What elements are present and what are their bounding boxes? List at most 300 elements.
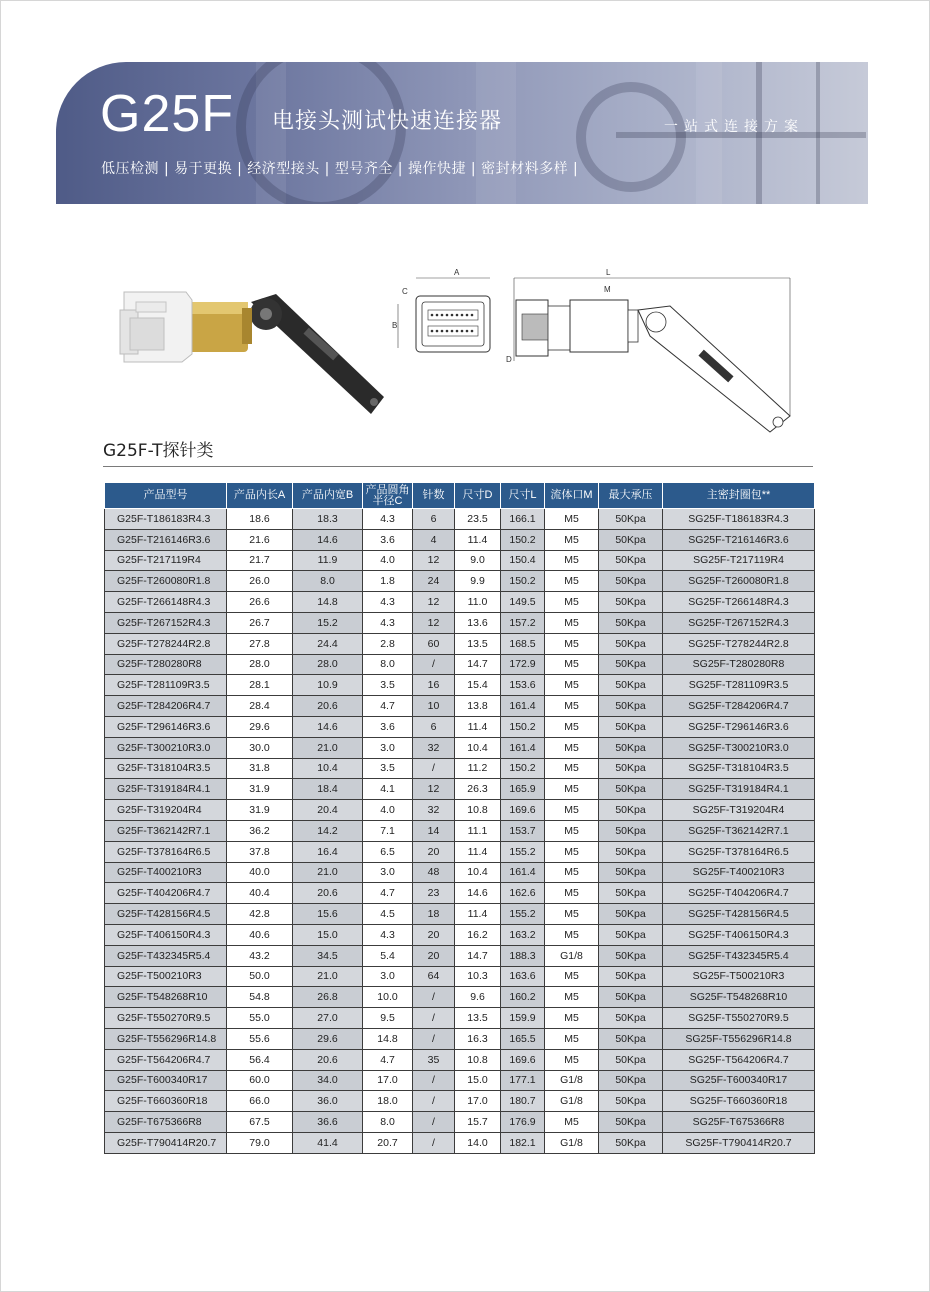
table-cell: 24.4 [293, 633, 363, 654]
column-header: 尺寸D [455, 483, 501, 509]
table-cell: 18.3 [293, 509, 363, 530]
table-cell: 50Kpa [599, 1028, 663, 1049]
table-cell: 40.6 [227, 924, 293, 945]
product-photo [116, 282, 386, 432]
table-cell: 32 [413, 800, 455, 821]
table-body [105, 509, 815, 1154]
table-cell: M5 [545, 966, 599, 987]
table-row [105, 509, 815, 530]
table-cell: M5 [545, 633, 599, 654]
table-row [105, 966, 815, 987]
table-cell: 4.0 [363, 800, 413, 821]
table-cell: 159.9 [501, 1008, 545, 1029]
table-cell: M5 [545, 1049, 599, 1070]
table-cell: G25F-T260080R1.8 [105, 571, 227, 592]
table-cell: 161.4 [501, 862, 545, 883]
table-cell: 14.0 [455, 1132, 501, 1153]
table-cell: 6 [413, 716, 455, 737]
table-cell: M5 [545, 841, 599, 862]
table-cell: 11.4 [455, 529, 501, 550]
table-cell: 169.6 [501, 1049, 545, 1070]
table-cell: 11.2 [455, 758, 501, 779]
table-cell: 10.3 [455, 966, 501, 987]
table-cell: SG25F-T556296R14.8 [663, 1028, 815, 1049]
table-cell: G25F-T600340R17 [105, 1070, 227, 1091]
table-cell: G25F-T564206R4.7 [105, 1049, 227, 1070]
table-cell: G25F-T362142R7.1 [105, 820, 227, 841]
table-cell: 36.0 [293, 1091, 363, 1112]
table-cell: 157.2 [501, 612, 545, 633]
table-cell: G25F-T267152R4.3 [105, 612, 227, 633]
table-row [105, 758, 815, 779]
table-cell: 14.8 [363, 1028, 413, 1049]
table-cell: 28.0 [293, 654, 363, 675]
table-cell: 163.6 [501, 966, 545, 987]
table-cell: 150.2 [501, 758, 545, 779]
table-cell: 1.8 [363, 571, 413, 592]
table-cell: M5 [545, 571, 599, 592]
table-cell: 3.5 [363, 675, 413, 696]
table-cell: 14.2 [293, 820, 363, 841]
table-row [105, 924, 815, 945]
table-cell: 50Kpa [599, 1132, 663, 1153]
table-row [105, 1091, 815, 1112]
table-cell: 16 [413, 675, 455, 696]
table-cell: G25F-T280280R8 [105, 654, 227, 675]
table-cell: 13.5 [455, 1008, 501, 1029]
table-cell: M5 [545, 883, 599, 904]
table-cell: 6.5 [363, 841, 413, 862]
table-cell: 10 [413, 696, 455, 717]
table-cell: 20.6 [293, 696, 363, 717]
table-cell: 50Kpa [599, 633, 663, 654]
table-cell: 12 [413, 592, 455, 613]
table-row [105, 612, 815, 633]
column-header: 产品内宽B [293, 483, 363, 509]
table-cell: G25F-T217119R4 [105, 550, 227, 571]
table-cell: 40.4 [227, 883, 293, 904]
table-cell: 20.7 [363, 1132, 413, 1153]
table-cell: M5 [545, 509, 599, 530]
table-cell: 20.6 [293, 883, 363, 904]
table-cell: 13.6 [455, 612, 501, 633]
table-cell: 31.8 [227, 758, 293, 779]
table-cell: SG25F-T428156R4.5 [663, 904, 815, 925]
table-row [105, 1028, 815, 1049]
table-row [105, 592, 815, 613]
table-cell: 10.9 [293, 675, 363, 696]
table-row [105, 1112, 815, 1133]
table-cell: 40.0 [227, 862, 293, 883]
table-row [105, 862, 815, 883]
table-cell: SG25F-T284206R4.7 [663, 696, 815, 717]
table-cell: 15.4 [455, 675, 501, 696]
table-cell: SG25F-T278244R2.8 [663, 633, 815, 654]
label-c: C [402, 287, 408, 296]
table-cell: 67.5 [227, 1112, 293, 1133]
table-cell: 66.0 [227, 1091, 293, 1112]
table-row [105, 529, 815, 550]
table-cell: G25F-T281109R3.5 [105, 675, 227, 696]
table-cell: SG25F-T432345R5.4 [663, 945, 815, 966]
table-cell: 155.2 [501, 904, 545, 925]
table-cell: 4.3 [363, 509, 413, 530]
table-cell: M5 [545, 904, 599, 925]
table-cell: 17.0 [455, 1091, 501, 1112]
label-m: M [604, 285, 611, 294]
table-cell: M5 [545, 820, 599, 841]
table-cell: 36.6 [293, 1112, 363, 1133]
table-cell: G25F-T428156R4.5 [105, 904, 227, 925]
table-cell: SG25F-T550270R9.5 [663, 1008, 815, 1029]
table-cell: 23.5 [455, 509, 501, 530]
table-cell: 50Kpa [599, 1008, 663, 1029]
table-cell: 50Kpa [599, 571, 663, 592]
table-cell: 41.4 [293, 1132, 363, 1153]
table-cell: 4 [413, 529, 455, 550]
table-cell: 50Kpa [599, 1091, 663, 1112]
table-cell: SG25F-T318104R3.5 [663, 758, 815, 779]
table-cell: 60.0 [227, 1070, 293, 1091]
table-cell: 50Kpa [599, 820, 663, 841]
table-row [105, 550, 815, 571]
table-cell: G25F-T319204R4 [105, 800, 227, 821]
table-cell: SG25F-T217119R4 [663, 550, 815, 571]
table-cell: G25F-T500210R3 [105, 966, 227, 987]
table-cell: 150.2 [501, 571, 545, 592]
column-header: 流体口M [545, 483, 599, 509]
spec-table [104, 482, 815, 1154]
table-cell: 16.3 [455, 1028, 501, 1049]
table-cell: SG25F-T216146R3.6 [663, 529, 815, 550]
table-cell: 168.5 [501, 633, 545, 654]
table-cell: 166.1 [501, 509, 545, 530]
table-cell: 12 [413, 779, 455, 800]
table-cell: 172.9 [501, 654, 545, 675]
table-cell: M5 [545, 1028, 599, 1049]
table-cell: G25F-T406150R4.3 [105, 924, 227, 945]
table-cell: 153.7 [501, 820, 545, 841]
table-cell: 8.0 [293, 571, 363, 592]
table-cell: SG25F-T280280R8 [663, 654, 815, 675]
column-header: 最大承压 [599, 483, 663, 509]
table-cell: / [413, 654, 455, 675]
table-cell: 20 [413, 945, 455, 966]
table-cell: 50Kpa [599, 612, 663, 633]
table-cell: SG25F-T600340R17 [663, 1070, 815, 1091]
table-row [105, 675, 815, 696]
label-l: L [606, 268, 611, 277]
table-cell: 4.7 [363, 696, 413, 717]
table-cell: 79.0 [227, 1132, 293, 1153]
table-header-row [105, 483, 815, 509]
table-row [105, 1132, 815, 1153]
table-cell: G25F-T284206R4.7 [105, 696, 227, 717]
table-cell: 3.0 [363, 862, 413, 883]
table-cell: 12 [413, 550, 455, 571]
table-cell: 11.1 [455, 820, 501, 841]
table-row [105, 654, 815, 675]
table-cell: 50Kpa [599, 550, 663, 571]
table-row [105, 820, 815, 841]
table-cell: 18.4 [293, 779, 363, 800]
table-cell: 16.4 [293, 841, 363, 862]
table-cell: 26.7 [227, 612, 293, 633]
table-cell: M5 [545, 654, 599, 675]
table-cell: M5 [545, 1008, 599, 1029]
table-cell: G25F-T318104R3.5 [105, 758, 227, 779]
table-cell: 50Kpa [599, 904, 663, 925]
column-header: 针数 [413, 483, 455, 509]
table-cell: 50Kpa [599, 654, 663, 675]
table-cell: 23 [413, 883, 455, 904]
table-cell: G25F-T404206R4.7 [105, 883, 227, 904]
table-cell: 50Kpa [599, 509, 663, 530]
table-cell: 4.5 [363, 904, 413, 925]
table-cell: SG25F-T500210R3 [663, 966, 815, 987]
table-cell: 7.1 [363, 820, 413, 841]
table-cell: SG25F-T400210R3 [663, 862, 815, 883]
table-row [105, 1049, 815, 1070]
table-cell: 50Kpa [599, 966, 663, 987]
table-cell: 26.3 [455, 779, 501, 800]
table-cell: G25F-T556296R14.8 [105, 1028, 227, 1049]
table-cell: 56.4 [227, 1049, 293, 1070]
table-cell: 18.0 [363, 1091, 413, 1112]
table-cell: 3.5 [363, 758, 413, 779]
table-cell: 28.0 [227, 654, 293, 675]
table-cell: 50Kpa [599, 529, 663, 550]
table-cell: 37.8 [227, 841, 293, 862]
table-cell: 50Kpa [599, 675, 663, 696]
table-cell: 27.0 [293, 1008, 363, 1029]
model-title: G25F [100, 85, 235, 143]
table-row [105, 779, 815, 800]
table-cell: 163.2 [501, 924, 545, 945]
table-cell: 11.4 [455, 841, 501, 862]
table-cell: 13.8 [455, 696, 501, 717]
table-cell: 64 [413, 966, 455, 987]
table-cell: 50Kpa [599, 841, 663, 862]
label-b: B [392, 321, 398, 330]
table-cell: 10.8 [455, 800, 501, 821]
table-cell: G1/8 [545, 1070, 599, 1091]
table-cell: 9.9 [455, 571, 501, 592]
label-a: A [454, 268, 460, 277]
table-cell: 153.6 [501, 675, 545, 696]
table-cell: 12 [413, 612, 455, 633]
table-cell: G25F-T278244R2.8 [105, 633, 227, 654]
table-cell: SG25F-T564206R4.7 [663, 1049, 815, 1070]
table-cell: 21.0 [293, 737, 363, 758]
table-cell: 34.0 [293, 1070, 363, 1091]
table-cell: 10.8 [455, 1049, 501, 1070]
table-cell: 14.8 [293, 592, 363, 613]
table-cell: SG25F-T675366R8 [663, 1112, 815, 1133]
table-row [105, 1008, 815, 1029]
table-cell: 54.8 [227, 987, 293, 1008]
table-cell: 21.0 [293, 966, 363, 987]
table-cell: G25F-T319184R4.1 [105, 779, 227, 800]
table-cell: 50Kpa [599, 1070, 663, 1091]
table-cell: 15.0 [293, 924, 363, 945]
table-cell: 55.6 [227, 1028, 293, 1049]
slogan: 一站式连接方案 [664, 119, 804, 135]
table-cell: SG25F-T300210R3.0 [663, 737, 815, 758]
table-cell: 60 [413, 633, 455, 654]
table-cell: / [413, 1132, 455, 1153]
table-cell: M5 [545, 550, 599, 571]
table-cell: G25F-T186183R4.3 [105, 509, 227, 530]
table-cell: M5 [545, 612, 599, 633]
table-cell: 29.6 [227, 716, 293, 737]
table-cell: 149.5 [501, 592, 545, 613]
table-row [105, 737, 815, 758]
table-cell: 20.6 [293, 1049, 363, 1070]
table-cell: / [413, 758, 455, 779]
column-header: 产品圆角 半径C [363, 483, 413, 509]
table-cell: 14.6 [455, 883, 501, 904]
table-cell: SG25F-T362142R7.1 [663, 820, 815, 841]
table-cell: 16.2 [455, 924, 501, 945]
table-cell: G1/8 [545, 1132, 599, 1153]
table-cell: 20.4 [293, 800, 363, 821]
table-cell: 3.6 [363, 529, 413, 550]
product-title: 电接头测试快速连接器 [272, 109, 503, 134]
table-cell: 55.0 [227, 1008, 293, 1029]
table-row [105, 633, 815, 654]
table-row [105, 571, 815, 592]
table-cell: SG25F-T406150R4.3 [663, 924, 815, 945]
table-cell: 150.2 [501, 529, 545, 550]
table-cell: 50Kpa [599, 696, 663, 717]
table-cell: 4.1 [363, 779, 413, 800]
front-view-drawing [388, 266, 498, 366]
table-cell: SG25F-T296146R3.6 [663, 716, 815, 737]
table-cell: / [413, 1070, 455, 1091]
table-cell: 11.0 [455, 592, 501, 613]
table-cell: 4.0 [363, 550, 413, 571]
table-cell: 4.3 [363, 924, 413, 945]
table-cell: / [413, 1112, 455, 1133]
table-cell: 21.6 [227, 529, 293, 550]
table-cell: 14 [413, 820, 455, 841]
table-cell: M5 [545, 987, 599, 1008]
table-cell: 4.7 [363, 883, 413, 904]
table-cell: 10.4 [455, 737, 501, 758]
table-cell: M5 [545, 529, 599, 550]
table-cell: 8.0 [363, 654, 413, 675]
table-cell: G25F-T400210R3 [105, 862, 227, 883]
table-cell: 5.4 [363, 945, 413, 966]
label-d: D [506, 355, 512, 364]
table-cell: 4.7 [363, 1049, 413, 1070]
table-row [105, 904, 815, 925]
table-cell: G25F-T548268R10 [105, 987, 227, 1008]
table-cell: 13.5 [455, 633, 501, 654]
table-cell: 30.0 [227, 737, 293, 758]
table-cell: 180.7 [501, 1091, 545, 1112]
table-cell: 43.2 [227, 945, 293, 966]
table-cell: 50Kpa [599, 1112, 663, 1133]
table-cell: 177.1 [501, 1070, 545, 1091]
table-cell: SG25F-T266148R4.3 [663, 592, 815, 613]
table-cell: 26.8 [293, 987, 363, 1008]
table-cell: M5 [545, 779, 599, 800]
table-row [105, 883, 815, 904]
table-cell: SG25F-T186183R4.3 [663, 509, 815, 530]
table-cell: SG25F-T260080R1.8 [663, 571, 815, 592]
table-cell: 26.6 [227, 592, 293, 613]
table-cell: 15.7 [455, 1112, 501, 1133]
table-row [105, 696, 815, 717]
table-cell: 3.0 [363, 966, 413, 987]
table-cell: 162.6 [501, 883, 545, 904]
table-cell: 20 [413, 924, 455, 945]
table-row [105, 1070, 815, 1091]
table-cell: 50Kpa [599, 592, 663, 613]
table-cell: 3.6 [363, 716, 413, 737]
table-cell: G25F-T432345R5.4 [105, 945, 227, 966]
column-header: 尺寸L [501, 483, 545, 509]
table-cell: 9.6 [455, 987, 501, 1008]
table-cell: M5 [545, 924, 599, 945]
table-cell: M5 [545, 737, 599, 758]
table-cell: 10.4 [293, 758, 363, 779]
column-header: 主密封圈包** [663, 483, 815, 509]
table-cell: 9.0 [455, 550, 501, 571]
table-row [105, 841, 815, 862]
table-cell: 42.8 [227, 904, 293, 925]
table-cell: 17.0 [363, 1070, 413, 1091]
table-cell: 14.7 [455, 945, 501, 966]
table-cell: 11.4 [455, 716, 501, 737]
table-cell: 36.2 [227, 820, 293, 841]
table-cell: 28.1 [227, 675, 293, 696]
table-cell: G25F-T660360R18 [105, 1091, 227, 1112]
table-row [105, 945, 815, 966]
table-cell: 27.8 [227, 633, 293, 654]
table-cell: 14.6 [293, 529, 363, 550]
table-cell: 11.9 [293, 550, 363, 571]
table-cell: 2.8 [363, 633, 413, 654]
table-cell: SG25F-T267152R4.3 [663, 612, 815, 633]
table-cell: 32 [413, 737, 455, 758]
table-cell: G25F-T378164R6.5 [105, 841, 227, 862]
table-cell: 50Kpa [599, 758, 663, 779]
table-cell: / [413, 987, 455, 1008]
table-cell: 161.4 [501, 696, 545, 717]
table-cell: 14.7 [455, 654, 501, 675]
column-header: 产品内长A [227, 483, 293, 509]
table-cell: 165.5 [501, 1028, 545, 1049]
table-cell: M5 [545, 758, 599, 779]
table-cell: 4.3 [363, 612, 413, 633]
table-cell: 6 [413, 509, 455, 530]
table-cell: 188.3 [501, 945, 545, 966]
section-title: G25F-T探针类 [103, 441, 214, 461]
table-row [105, 716, 815, 737]
table-cell: 14.6 [293, 716, 363, 737]
table-cell: 4.3 [363, 592, 413, 613]
table-cell: 155.2 [501, 841, 545, 862]
table-cell: G1/8 [545, 945, 599, 966]
table-cell: 35 [413, 1049, 455, 1070]
table-cell: 50Kpa [599, 987, 663, 1008]
table-cell: M5 [545, 716, 599, 737]
table-cell: 11.4 [455, 904, 501, 925]
table-cell: G25F-T300210R3.0 [105, 737, 227, 758]
